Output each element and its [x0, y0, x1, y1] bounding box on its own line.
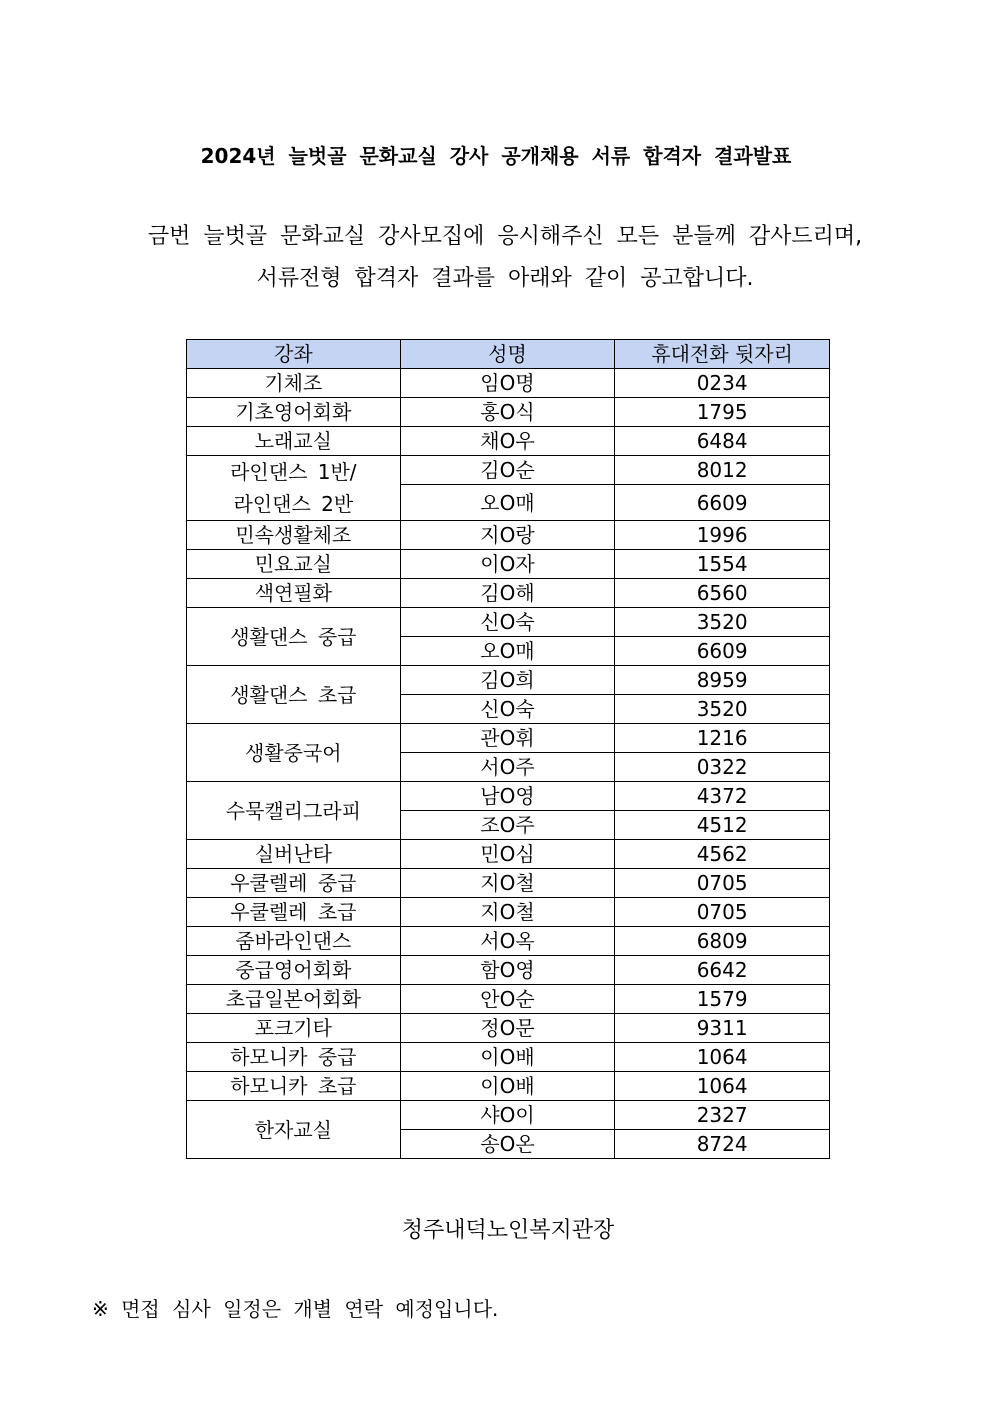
signature: 청주내덕노인복지관장 — [401, 1218, 615, 1243]
name-cell: 민O심 — [400, 840, 615, 869]
course-cell: 기초영어회화 — [187, 398, 401, 427]
name-cell: 지O철 — [400, 898, 615, 927]
name-cell: 송O온 — [400, 1130, 615, 1159]
course-cell: 하모니카 초급 — [187, 1072, 401, 1101]
phone-cell: 6609 — [615, 485, 830, 521]
table-row — [187, 985, 830, 1014]
phone-cell: 0705 — [615, 869, 830, 898]
name-cell: 서O옥 — [400, 927, 615, 956]
phone-cell: 1795 — [615, 398, 830, 427]
course-cell: 생활댄스 중급 — [187, 608, 401, 666]
name-cell: 함O영 — [400, 956, 615, 985]
course-cell: 생활댄스 초급 — [187, 666, 401, 724]
course-cell: 줌바라인댄스 — [187, 927, 401, 956]
name-cell: 서O주 — [400, 753, 615, 782]
table-row — [187, 666, 830, 695]
name-cell: 샤O이 — [400, 1101, 615, 1130]
phone-cell: 1064 — [615, 1043, 830, 1072]
course-cell: 실버난타 — [187, 840, 401, 869]
phone-cell: 1554 — [615, 550, 830, 579]
phone-cell: 1996 — [615, 521, 830, 550]
table-row — [187, 550, 830, 579]
phone-cell: 1579 — [615, 985, 830, 1014]
course-cell: 초급일본어회화 — [187, 985, 401, 1014]
name-cell: 임O명 — [400, 369, 615, 398]
phone-cell: 6809 — [615, 927, 830, 956]
name-cell: 채O우 — [400, 427, 615, 456]
course-cell: 민요교실 — [187, 550, 401, 579]
phone-cell: 6642 — [615, 956, 830, 985]
phone-cell: 2327 — [615, 1101, 830, 1130]
phone-cell: 8724 — [615, 1130, 830, 1159]
course-cell: 생활중국어 — [187, 724, 401, 782]
header-name: 성명 — [400, 340, 615, 369]
name-cell: 김O순 — [400, 456, 615, 485]
course-cell: 한자교실 — [187, 1101, 401, 1159]
intro-text — [0, 216, 992, 300]
course-cell: 우쿨렐레 초급 — [187, 898, 401, 927]
phone-cell: 1216 — [615, 724, 830, 753]
name-cell: 오O매 — [400, 637, 615, 666]
table-row — [187, 724, 830, 753]
table-row — [187, 898, 830, 927]
name-cell: 신O숙 — [400, 695, 615, 724]
phone-cell: 3520 — [615, 695, 830, 724]
name-cell: 관O휘 — [400, 724, 615, 753]
table-row — [187, 1043, 830, 1072]
course-cell: 하모니카 중급 — [187, 1043, 401, 1072]
table-row — [187, 1014, 830, 1043]
phone-cell: 0705 — [615, 898, 830, 927]
table-row — [187, 579, 830, 608]
name-cell: 이O배 — [400, 1072, 615, 1101]
phone-cell: 6484 — [615, 427, 830, 456]
phone-cell: 3520 — [615, 608, 830, 637]
page-title: 2024년 늘벗골 문화교실 강사 공개채용 서류 합격자 결과발표 — [200, 144, 792, 168]
phone-cell: 8959 — [615, 666, 830, 695]
name-cell: 지O철 — [400, 869, 615, 898]
table-header-row — [187, 340, 830, 369]
phone-cell: 9311 — [615, 1014, 830, 1043]
course-cell: 우쿨렐레 중급 — [187, 869, 401, 898]
table-row — [187, 782, 830, 811]
course-cell: 노래교실 — [187, 427, 401, 456]
name-cell: 조O주 — [400, 811, 615, 840]
results-table — [186, 339, 830, 1159]
phone-cell: 6560 — [615, 579, 830, 608]
course-cell-line-dance — [187, 456, 401, 521]
table-row — [187, 927, 830, 956]
course-cell: 수묵캘리그라피 — [187, 782, 401, 840]
name-cell: 지O랑 — [400, 521, 615, 550]
table-row — [187, 840, 830, 869]
intro-line-2: 서류전형 합격자 결과를 아래와 같이 공고합니다. — [256, 266, 754, 291]
table-row — [187, 521, 830, 550]
name-cell: 김O희 — [400, 666, 615, 695]
course-cell: 중급영어회화 — [187, 956, 401, 985]
table-row — [187, 369, 830, 398]
name-cell: 이O자 — [400, 550, 615, 579]
phone-cell: 4372 — [615, 782, 830, 811]
phone-cell: 4562 — [615, 840, 830, 869]
table-row — [187, 427, 830, 456]
course-line-2: 라인댄스 2반 — [233, 492, 354, 516]
name-cell: 남O영 — [400, 782, 615, 811]
intro-line-1: 금번 늘벗골 문화교실 강사모집에 응시해주신 모든 분들께 감사드리며, — [147, 224, 863, 249]
table-row — [187, 456, 830, 485]
name-cell: 신O숙 — [400, 608, 615, 637]
phone-cell: 8012 — [615, 456, 830, 485]
header-phone: 휴대전화 뒷자리 — [615, 340, 830, 369]
interview-note: ※ 면접 심사 일정은 개별 연락 예정입니다. — [92, 1297, 499, 1321]
phone-cell: 6609 — [615, 637, 830, 666]
course-cell: 기체조 — [187, 369, 401, 398]
phone-cell: 0322 — [615, 753, 830, 782]
table-row — [187, 398, 830, 427]
name-cell: 이O배 — [400, 1043, 615, 1072]
table-row — [187, 956, 830, 985]
phone-cell: 1064 — [615, 1072, 830, 1101]
header-course: 강좌 — [187, 340, 401, 369]
name-cell: 김O해 — [400, 579, 615, 608]
course-cell: 민속생활체조 — [187, 521, 401, 550]
table-row — [187, 1101, 830, 1130]
table-row — [187, 608, 830, 637]
course-line-1: 라인댄스 1반/ — [230, 460, 357, 484]
name-cell: 오O매 — [400, 485, 615, 521]
table-row — [187, 1072, 830, 1101]
phone-cell: 4512 — [615, 811, 830, 840]
name-cell: 안O순 — [400, 985, 615, 1014]
course-cell: 색연필화 — [187, 579, 401, 608]
table-row — [187, 869, 830, 898]
phone-cell: 0234 — [615, 369, 830, 398]
name-cell: 정O문 — [400, 1014, 615, 1043]
course-cell: 포크기타 — [187, 1014, 401, 1043]
name-cell: 홍O식 — [400, 398, 615, 427]
